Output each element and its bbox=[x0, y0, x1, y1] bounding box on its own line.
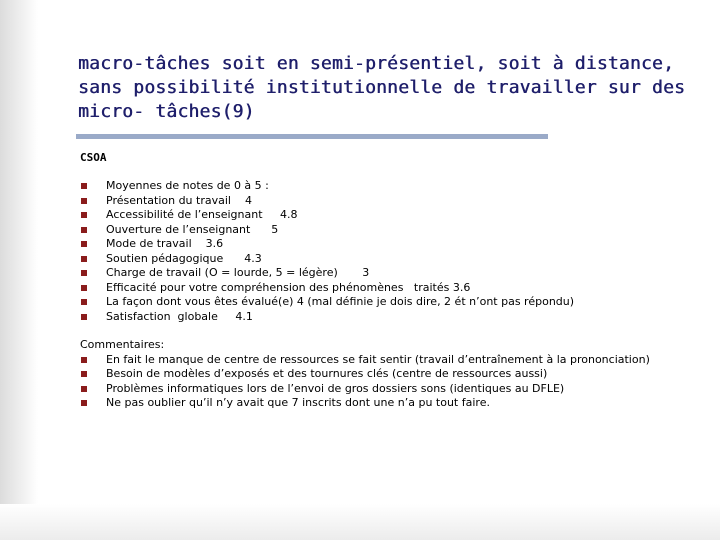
square-bullet-icon bbox=[81, 314, 87, 320]
square-bullet-icon bbox=[81, 212, 87, 218]
list-item: Satisfaction globale 4.1 bbox=[80, 310, 574, 325]
square-bullet-icon bbox=[81, 371, 87, 377]
list-item: Problèmes informatiques lors de l’envoi de gros dossiers sons (identiques au DFLE) bbox=[80, 382, 650, 397]
square-bullet-icon bbox=[81, 386, 87, 392]
slide-title: macro-tâches soit en semi-présentiel, soit à distance, sans possibilité institutionnelle de travailler sur des micro- tâches(9) bbox=[78, 53, 686, 122]
list-item: En fait le manque de centre de ressources se fait sentir (travail d’entraînement à la prononciation) bbox=[80, 353, 650, 368]
list-item: Accessibilité de l’enseignant 4.8 bbox=[80, 208, 574, 223]
ratings-list bbox=[80, 179, 574, 324]
square-bullet-icon bbox=[81, 198, 87, 204]
square-bullet-icon bbox=[81, 299, 87, 305]
list-item: Moyennes de notes de 0 à 5 : bbox=[80, 179, 574, 194]
list-item: Efficacité pour votre compréhension des phénomènes traités 3.6 bbox=[80, 281, 574, 296]
list-item: La façon dont vous êtes évalué(e) 4 (mal définie je dois dire, 2 ét n’ont pas répondu) bbox=[80, 295, 574, 310]
section-label: CSOA bbox=[80, 151, 107, 164]
bottom-edge-shading bbox=[0, 504, 720, 540]
square-bullet-icon bbox=[81, 256, 87, 262]
square-bullet-icon bbox=[81, 241, 87, 247]
comments-list bbox=[80, 353, 650, 411]
list-item: Ouverture de l’enseignant 5 bbox=[80, 223, 574, 238]
comments-label: Commentaires: bbox=[80, 338, 165, 351]
square-bullet-icon bbox=[81, 183, 87, 189]
comments-section bbox=[80, 338, 650, 411]
square-bullet-icon bbox=[81, 357, 87, 363]
square-bullet-icon bbox=[81, 227, 87, 233]
list-item: Soutien pédagogique 4.3 bbox=[80, 252, 574, 267]
list-item: Présentation du travail 4 bbox=[80, 194, 574, 209]
left-edge-shading bbox=[0, 0, 38, 540]
list-item: Besoin de modèles d’exposés et des tournures clés (centre de ressources aussi) bbox=[80, 367, 650, 382]
list-item: Charge de travail (O = lourde, 5 = légère) 3 bbox=[80, 266, 574, 281]
title-divider bbox=[76, 134, 548, 139]
list-item: Ne pas oublier qu’il n’y avait que 7 inscrits dont une n’a pu tout faire. bbox=[80, 396, 650, 411]
square-bullet-icon bbox=[81, 400, 87, 406]
square-bullet-icon bbox=[81, 270, 87, 276]
list-item: Mode de travail 3.6 bbox=[80, 237, 574, 252]
square-bullet-icon bbox=[81, 285, 87, 291]
